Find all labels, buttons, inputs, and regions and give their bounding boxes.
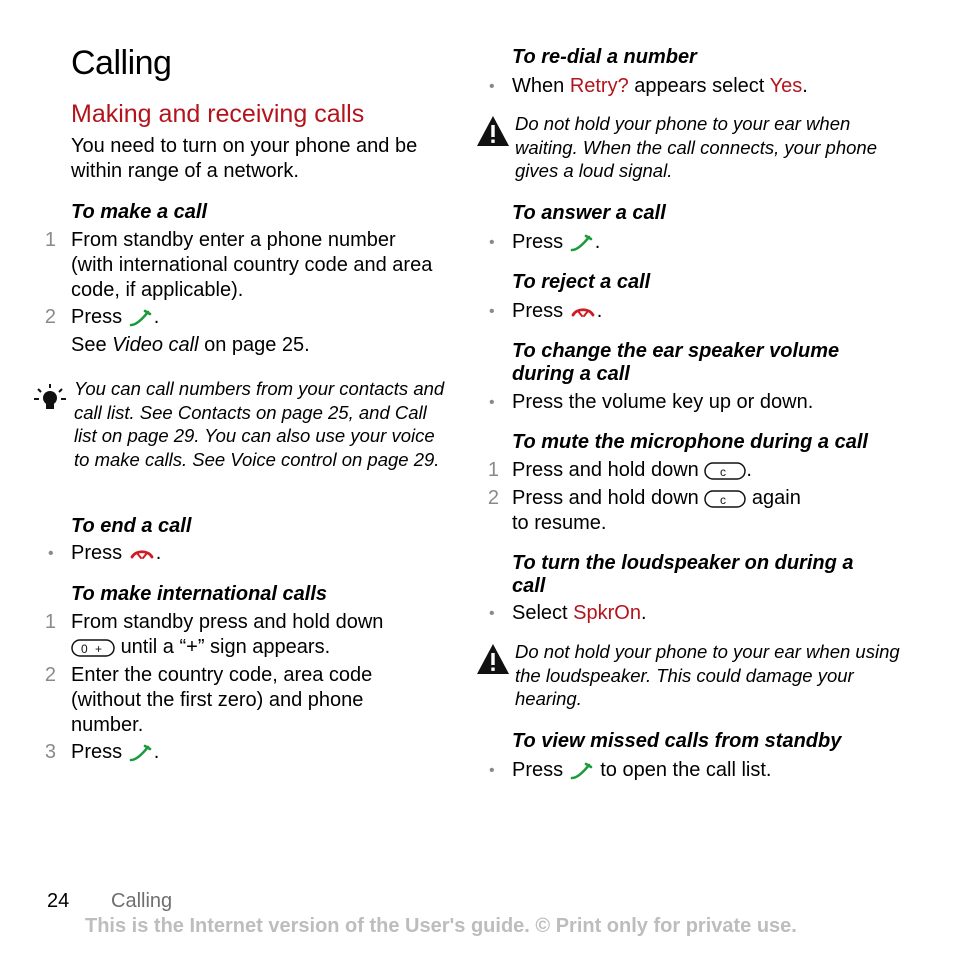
call-key-icon <box>569 233 595 253</box>
step-number: 1 <box>487 459 499 481</box>
svg-text:+: + <box>95 641 103 656</box>
end-call-key-icon <box>569 303 597 321</box>
answer-heading: To answer a call <box>512 202 666 224</box>
missed-step: Press to open the call list. <box>512 759 772 781</box>
loudspeaker-step: Select SpkrOn. <box>512 602 647 624</box>
tip-note: You can call numbers from your contacts and call list. See Contacts on page 25, and Call list on page 29. You can also use your voice to make calls. See Voice control on page 29. <box>74 378 445 470</box>
see-reference: See Video call on page 25. <box>71 334 310 356</box>
step-number: 2 <box>44 664 56 686</box>
make-call-heading: To make a call <box>71 201 207 223</box>
page-title: Calling <box>71 44 172 82</box>
intl-step-3: Press . <box>71 741 160 763</box>
section-heading: Making and receiving calls <box>71 100 365 128</box>
make-call-step-2: Press . <box>71 306 160 328</box>
call-key-icon <box>128 308 154 328</box>
volume-heading: To change the ear speaker volume during a call <box>512 340 840 385</box>
mute-step-2: Press and hold down c again to resume. <box>512 487 801 534</box>
intl-step-1: From standby press and hold down 0 + until a “+” sign appears. <box>71 611 384 658</box>
loudspeaker-heading: To turn the loudspeaker on during a call <box>512 552 854 597</box>
bullet: • <box>489 762 495 779</box>
bullet: • <box>489 394 495 411</box>
c-key-icon <box>704 461 746 481</box>
step-number: 3 <box>44 741 56 763</box>
warning-icon <box>476 114 510 148</box>
mute-step-1: Press and hold down c . <box>512 459 752 481</box>
missed-heading: To view missed calls from standby <box>512 730 842 752</box>
reject-step: Press . <box>512 300 603 322</box>
press-text: Press <box>71 542 123 564</box>
intl-step-2: Enter the country code, area code (without the first zero) and phone number. <box>71 664 373 736</box>
bullet: • <box>489 303 495 320</box>
call-key-icon <box>128 743 154 763</box>
video-call-reference: Video call <box>112 334 199 356</box>
end-call-key-icon <box>128 545 156 563</box>
svg-text:c: c <box>720 492 727 507</box>
retry-softkey: Retry? <box>569 75 629 97</box>
bullet: • <box>489 234 495 251</box>
redial-step: When Retry? appears select Yes. <box>512 75 808 97</box>
svg-text:0: 0 <box>81 641 88 656</box>
call-key-icon <box>569 761 595 781</box>
press-text: Press <box>512 759 564 781</box>
intl-heading: To make international calls <box>71 583 328 605</box>
end-call-heading: To end a call <box>71 515 192 537</box>
step-number: 1 <box>44 611 56 633</box>
answer-step: Press . <box>512 231 601 253</box>
make-call-step-1: From standby enter a phone number (with international country code and area code, if applicable). <box>71 229 433 301</box>
warning-note-1: Do not hold your phone to your ear when waiting. When the call connects, your phone gives a loud signal. <box>515 113 877 181</box>
warning-note-2: Do not hold your phone to your ear when using the loudspeaker. This could damage your hearing. <box>515 641 900 709</box>
yes-softkey: Yes <box>769 75 803 97</box>
bullet: • <box>489 78 495 95</box>
bullet: • <box>489 605 495 622</box>
redial-heading: To re-dial a number <box>512 46 697 68</box>
end-call-step: Press . <box>71 542 162 564</box>
volume-step: Press the volume key up or down. <box>512 391 814 413</box>
press-text: Press <box>71 741 123 763</box>
lightbulb-icon <box>32 381 68 417</box>
step-number: 2 <box>487 487 499 509</box>
footer-disclaimer: This is the Internet version of the User's guide. © Print only for private use. <box>85 915 797 937</box>
intro-text: You need to turn on your phone and be within range of a network. <box>71 135 418 182</box>
bullet: • <box>48 545 54 562</box>
step-number: 2 <box>44 306 56 328</box>
warning-icon <box>476 642 510 676</box>
c-key-icon <box>704 489 746 509</box>
press-text: Press <box>512 231 564 253</box>
spkron-option: SpkrOn <box>573 602 641 624</box>
press-text: Press <box>71 306 123 328</box>
reject-heading: To reject a call <box>512 271 651 293</box>
mute-heading: To mute the microphone during a call <box>512 431 868 453</box>
step-number: 1 <box>44 229 56 251</box>
press-text: Press <box>512 300 564 322</box>
footer-section: Calling <box>111 890 173 912</box>
zero-plus-key-icon <box>71 638 115 658</box>
svg-text:c: c <box>720 464 727 479</box>
page-number: 24 <box>47 890 70 912</box>
